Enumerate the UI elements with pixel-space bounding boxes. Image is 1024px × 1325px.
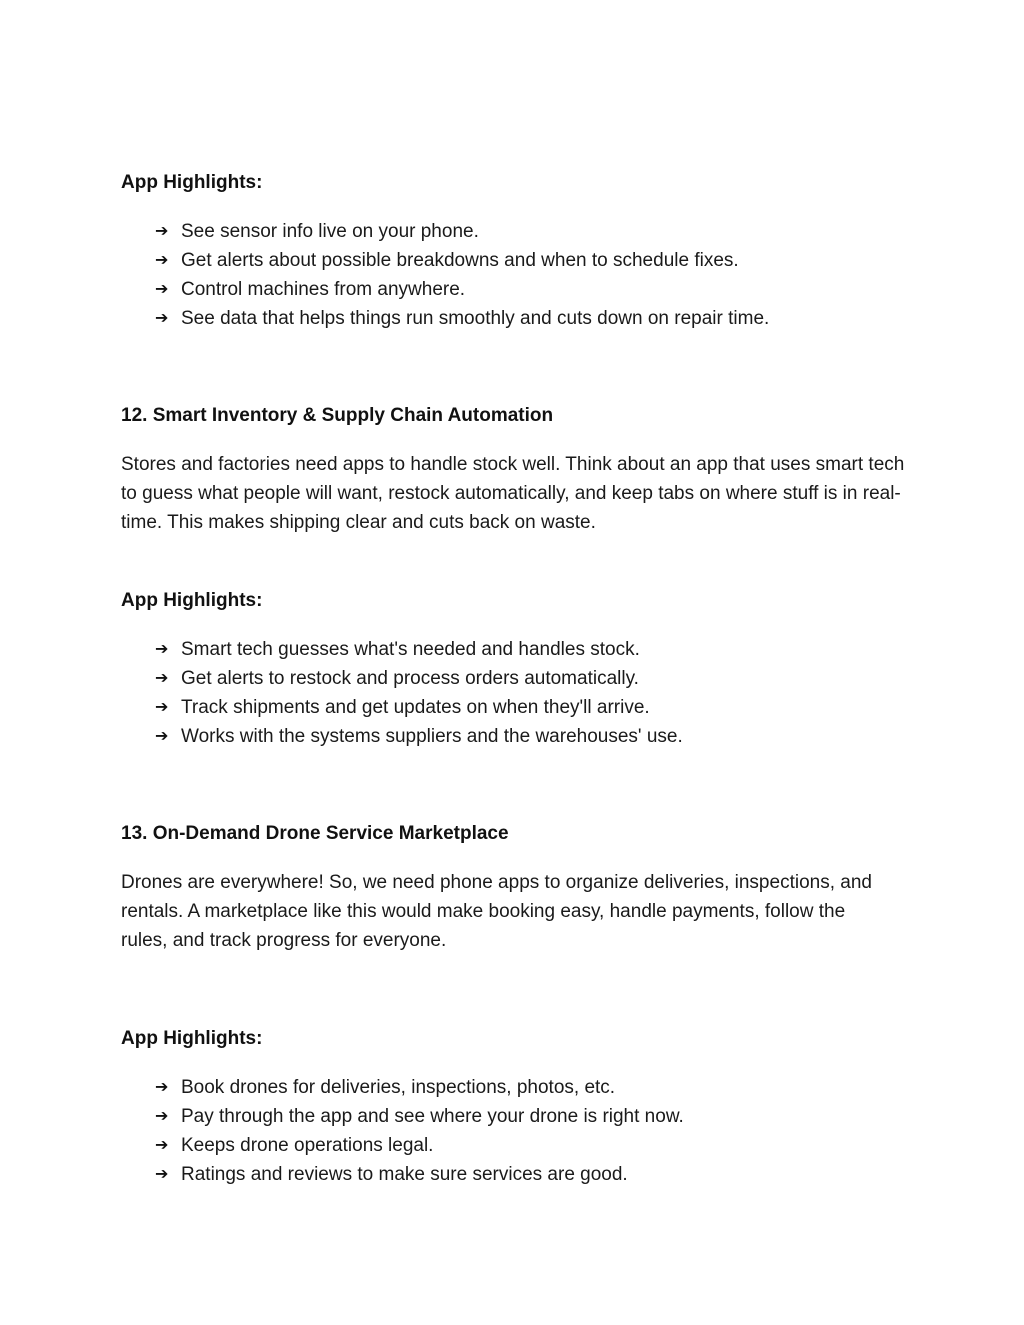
list-item: ➔ Pay through the app and see where your drone is right now. (155, 1102, 915, 1131)
highlights-list (155, 1073, 915, 1189)
arrow-right-icon: ➔ (155, 1079, 169, 1096)
arrow-right-icon: ➔ (155, 670, 169, 687)
list-item: ➔ See sensor info live on your phone. (155, 217, 915, 246)
list-item: ➔ Get alerts to restock and process orders automatically. (155, 664, 915, 693)
highlights-list (155, 217, 915, 333)
arrow-right-icon: ➔ (155, 641, 169, 658)
list-item: ➔ Track shipments and get updates on when they'll arrive. (155, 693, 915, 722)
list-item: ➔ Get alerts about possible breakdowns and when to schedule fixes. (155, 246, 915, 275)
section-paragraph: Drones are everywhere! So, we need phone apps to organize deliveries, inspections, and rentals. A marketplace like this would make booking easy, handle payments, follow the rules, and track progress for everyone. (121, 872, 872, 951)
arrow-right-icon: ➔ (155, 1166, 169, 1183)
arrow-right-icon: ➔ (155, 252, 169, 269)
arrow-right-icon: ➔ (155, 728, 169, 745)
app-highlights-label: App Highlights: (121, 590, 263, 611)
highlights-list (155, 635, 915, 751)
list-item: ➔ Book drones for deliveries, inspections, photos, etc. (155, 1073, 915, 1102)
section-paragraph: Stores and factories need apps to handle stock well. Think about an app that uses smart tech to guess what people will want, restock automatically, and keep tabs on where stuff is in real-time. This makes shipping clear and cuts back on waste. (121, 454, 905, 533)
arrow-right-icon: ➔ (155, 281, 169, 298)
section-heading: 12. Smart Inventory & Supply Chain Automation (121, 405, 554, 426)
list-item: ➔ Works with the systems suppliers and the warehouses' use. (155, 722, 915, 751)
arrow-right-icon: ➔ (155, 223, 169, 240)
app-highlights-label: App Highlights: (121, 172, 263, 193)
arrow-right-icon: ➔ (155, 1108, 169, 1125)
section-heading: 13. On-Demand Drone Service Marketplace (121, 823, 509, 844)
list-item: ➔ See data that helps things run smoothly and cuts down on repair time. (155, 304, 915, 333)
list-item: ➔ Control machines from anywhere. (155, 275, 915, 304)
arrow-right-icon: ➔ (155, 310, 169, 327)
list-item: ➔ Keeps drone operations legal. (155, 1131, 915, 1160)
list-item: ➔ Smart tech guesses what's needed and handles stock. (155, 635, 915, 664)
arrow-right-icon: ➔ (155, 1137, 169, 1154)
arrow-right-icon: ➔ (155, 699, 169, 716)
app-highlights-label: App Highlights: (121, 1028, 263, 1049)
list-item: ➔ Ratings and reviews to make sure services are good. (155, 1160, 915, 1189)
